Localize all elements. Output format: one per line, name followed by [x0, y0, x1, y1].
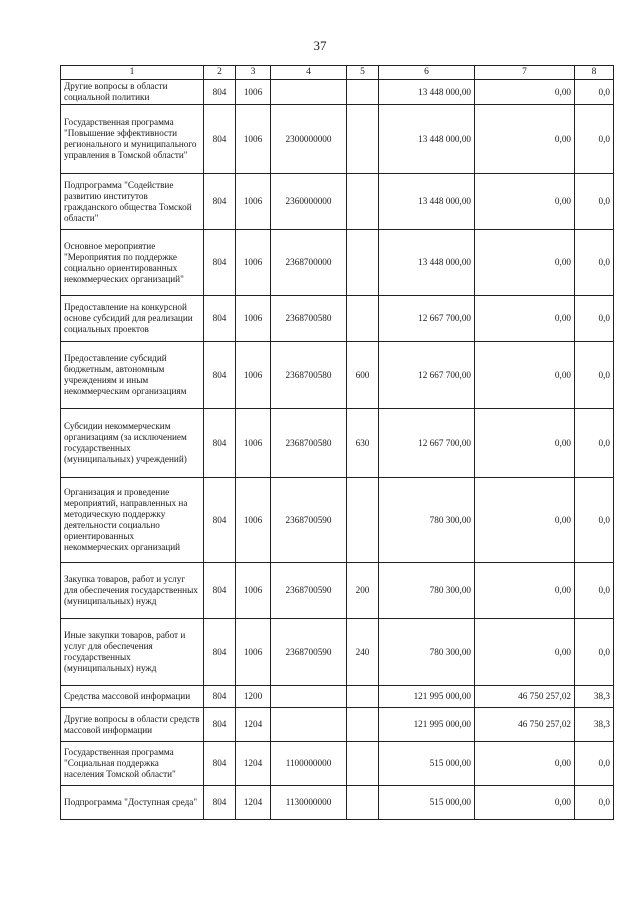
row-name-cell: Закупка товаров, работ и услуг для обеспечения государственных (муниципальных) нужд	[61, 563, 204, 619]
row-name-cell: Предоставление субсидий бюджетным, автономным учреждениям и иным некоммерческим организациям	[61, 342, 204, 409]
target-article-cell: 1100000000	[271, 742, 347, 786]
grbs-code-cell: 804	[204, 478, 236, 563]
executed-amount-cell: 46 750 257,02	[475, 708, 575, 742]
section-code-cell: 1006	[236, 478, 271, 563]
target-article-cell: 2368700590	[271, 619, 347, 686]
executed-amount-cell: 0,00	[475, 230, 575, 296]
section-code-cell: 1006	[236, 230, 271, 296]
percent-cell: 0,0	[575, 478, 614, 563]
plan-amount-cell: 780 300,00	[379, 563, 475, 619]
plan-amount-cell: 121 995 000,00	[379, 686, 475, 708]
header-col-5: 5	[347, 66, 379, 80]
section-code-cell: 1006	[236, 80, 271, 105]
expense-type-cell: 240	[347, 619, 379, 686]
grbs-code-cell: 804	[204, 686, 236, 708]
expense-type-cell	[347, 105, 379, 174]
percent-cell: 0,0	[575, 742, 614, 786]
percent-cell: 0,0	[575, 619, 614, 686]
plan-amount-cell: 12 667 700,00	[379, 296, 475, 342]
header-col-2: 2	[204, 66, 236, 80]
budget-table	[60, 65, 614, 820]
plan-amount-cell: 13 448 000,00	[379, 80, 475, 105]
executed-amount-cell: 0,00	[475, 296, 575, 342]
expense-type-cell	[347, 80, 379, 105]
table-row	[61, 742, 614, 786]
row-name-cell: Субсидии некоммерческим организациям (за исключением государственных (муниципальных) учреждений)	[61, 409, 204, 478]
table-row	[61, 478, 614, 563]
percent-cell: 0,0	[575, 230, 614, 296]
grbs-code-cell: 804	[204, 563, 236, 619]
table-row	[61, 296, 614, 342]
executed-amount-cell: 0,00	[475, 563, 575, 619]
target-article-cell: 2368700000	[271, 230, 347, 296]
section-code-cell: 1204	[236, 742, 271, 786]
table-row	[61, 409, 614, 478]
section-code-cell: 1006	[236, 619, 271, 686]
row-name-cell: Предоставление на конкурсной основе субсидий для реализации социальных проектов	[61, 296, 204, 342]
expense-type-cell	[347, 742, 379, 786]
plan-amount-cell: 12 667 700,00	[379, 342, 475, 409]
target-article-cell: 2300000000	[271, 105, 347, 174]
executed-amount-cell: 0,00	[475, 478, 575, 563]
executed-amount-cell: 0,00	[475, 786, 575, 820]
percent-cell: 0,0	[575, 296, 614, 342]
percent-cell: 0,0	[575, 409, 614, 478]
row-name-cell: Подпрограмма "Содействие развитию институтов гражданского общества Томской области"	[61, 174, 204, 230]
executed-amount-cell: 46 750 257,02	[475, 686, 575, 708]
section-code-cell: 1204	[236, 708, 271, 742]
page-number: 37	[313, 38, 327, 53]
table-row	[61, 230, 614, 296]
plan-amount-cell: 121 995 000,00	[379, 708, 475, 742]
grbs-code-cell: 804	[204, 80, 236, 105]
percent-cell: 38,3	[575, 708, 614, 742]
grbs-code-cell: 804	[204, 342, 236, 409]
table-row	[61, 686, 614, 708]
target-article-cell: 2368700580	[271, 342, 347, 409]
target-article-cell: 2360000000	[271, 174, 347, 230]
target-article-cell: 2368700590	[271, 563, 347, 619]
grbs-code-cell: 804	[204, 409, 236, 478]
expense-type-cell: 600	[347, 342, 379, 409]
grbs-code-cell: 804	[204, 296, 236, 342]
target-article-cell: 2368700580	[271, 296, 347, 342]
header-col-6: 6	[379, 66, 475, 80]
target-article-cell: 2368700590	[271, 478, 347, 563]
plan-amount-cell: 13 448 000,00	[379, 174, 475, 230]
plan-amount-cell: 515 000,00	[379, 786, 475, 820]
table-row	[61, 563, 614, 619]
header-col-3: 3	[236, 66, 271, 80]
expense-type-cell	[347, 708, 379, 742]
executed-amount-cell: 0,00	[475, 619, 575, 686]
grbs-code-cell: 804	[204, 786, 236, 820]
table-row	[61, 708, 614, 742]
percent-cell: 0,0	[575, 563, 614, 619]
header-col-8: 8	[575, 66, 614, 80]
percent-cell: 0,0	[575, 174, 614, 230]
grbs-code-cell: 804	[204, 742, 236, 786]
target-article-cell	[271, 708, 347, 742]
target-article-cell: 1130000000	[271, 786, 347, 820]
expense-type-cell: 200	[347, 563, 379, 619]
grbs-code-cell: 804	[204, 708, 236, 742]
grbs-code-cell: 804	[204, 619, 236, 686]
section-code-cell: 1006	[236, 105, 271, 174]
plan-amount-cell: 515 000,00	[379, 742, 475, 786]
table-row	[61, 174, 614, 230]
grbs-code-cell: 804	[204, 105, 236, 174]
plan-amount-cell: 13 448 000,00	[379, 105, 475, 174]
executed-amount-cell: 0,00	[475, 342, 575, 409]
expense-type-cell	[347, 230, 379, 296]
expense-type-cell	[347, 296, 379, 342]
plan-amount-cell: 780 300,00	[379, 619, 475, 686]
section-code-cell: 1006	[236, 409, 271, 478]
table-row	[61, 80, 614, 105]
row-name-cell: Государственная программа "Повышение эффективности регионального и муниципального управления в Томской области"	[61, 105, 204, 174]
target-article-cell	[271, 80, 347, 105]
executed-amount-cell: 0,00	[475, 409, 575, 478]
target-article-cell: 2368700580	[271, 409, 347, 478]
expense-type-cell: 630	[347, 409, 379, 478]
row-name-cell: Государственная программа "Социальная поддержка населения Томской области"	[61, 742, 204, 786]
plan-amount-cell: 13 448 000,00	[379, 230, 475, 296]
executed-amount-cell: 0,00	[475, 174, 575, 230]
row-name-cell: Основное мероприятие "Мероприятия по поддержке социально ориентированных некоммерческих организаций"	[61, 230, 204, 296]
row-name-cell: Средства массовой информации	[61, 686, 204, 708]
table-row	[61, 342, 614, 409]
executed-amount-cell: 0,00	[475, 80, 575, 105]
table-header-row	[61, 66, 614, 80]
row-name-cell: Другие вопросы в области социальной политики	[61, 80, 204, 105]
plan-amount-cell: 780 300,00	[379, 478, 475, 563]
header-col-4: 4	[271, 66, 347, 80]
header-col-1: 1	[61, 66, 204, 80]
row-name-cell: Подпрограмма "Доступная среда"	[61, 786, 204, 820]
grbs-code-cell: 804	[204, 174, 236, 230]
row-name-cell: Другие вопросы в области средств массовой информации	[61, 708, 204, 742]
section-code-cell: 1200	[236, 686, 271, 708]
target-article-cell	[271, 686, 347, 708]
row-name-cell: Организация и проведение мероприятий, направленных на методическую поддержку деятельности социально ориентированных некоммерческих организаций	[61, 478, 204, 563]
executed-amount-cell: 0,00	[475, 742, 575, 786]
expense-type-cell	[347, 786, 379, 820]
header-col-7: 7	[475, 66, 575, 80]
executed-amount-cell: 0,00	[475, 105, 575, 174]
table-row	[61, 786, 614, 820]
percent-cell: 0,0	[575, 786, 614, 820]
table-row	[61, 619, 614, 686]
plan-amount-cell: 12 667 700,00	[379, 409, 475, 478]
percent-cell: 0,0	[575, 80, 614, 105]
row-name-cell: Иные закупки товаров, работ и услуг для обеспечения государственных (муниципальных) нужд	[61, 619, 204, 686]
section-code-cell: 1006	[236, 296, 271, 342]
percent-cell: 0,0	[575, 342, 614, 409]
section-code-cell: 1006	[236, 563, 271, 619]
expense-type-cell	[347, 174, 379, 230]
grbs-code-cell: 804	[204, 230, 236, 296]
expense-type-cell	[347, 478, 379, 563]
percent-cell: 0,0	[575, 105, 614, 174]
expense-type-cell	[347, 686, 379, 708]
section-code-cell: 1006	[236, 342, 271, 409]
section-code-cell: 1204	[236, 786, 271, 820]
percent-cell: 38,3	[575, 686, 614, 708]
table-row	[61, 105, 614, 174]
section-code-cell: 1006	[236, 174, 271, 230]
